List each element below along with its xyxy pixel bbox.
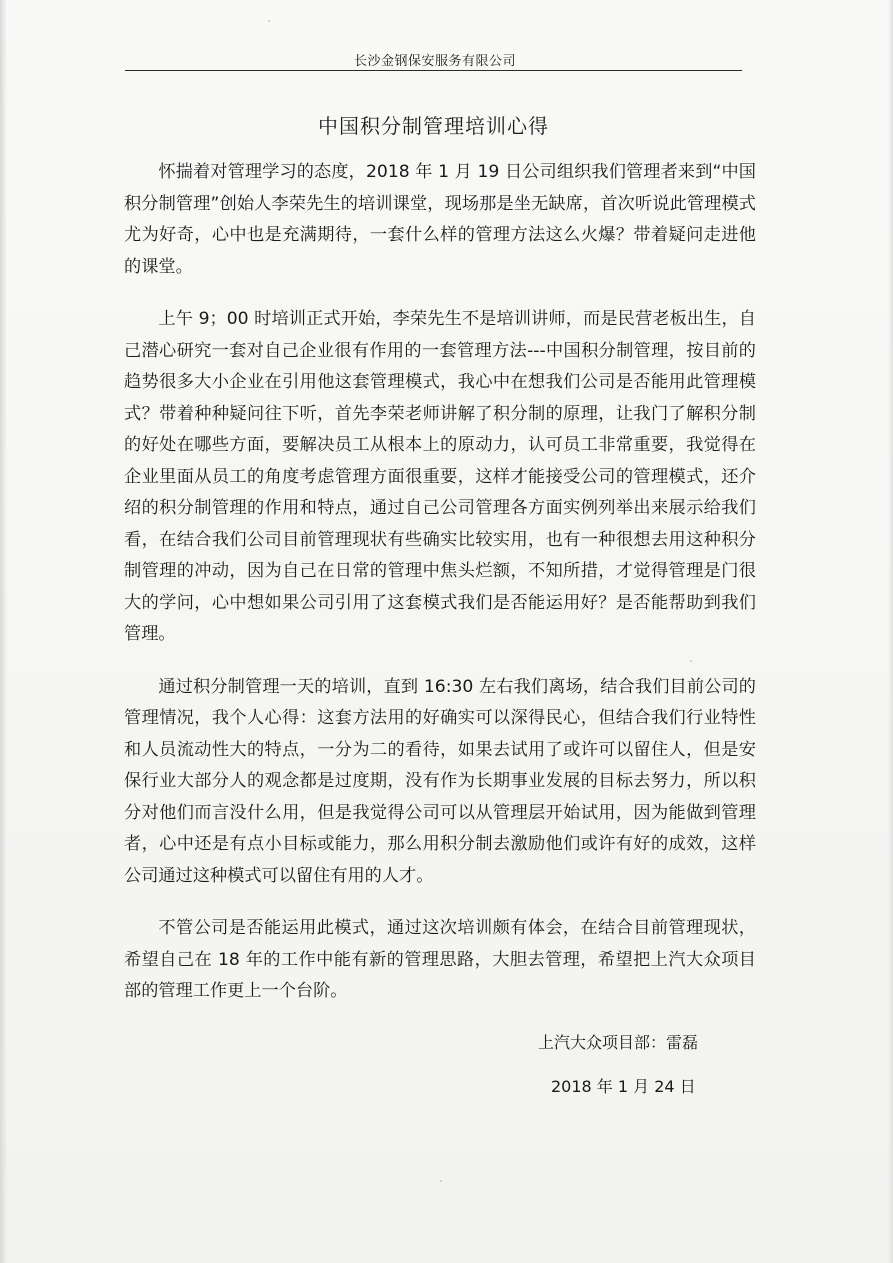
scan-speck bbox=[690, 660, 692, 662]
document-body bbox=[124, 157, 756, 1029]
paragraph-4: 不管公司是否能运用此模式，通过这次培训颇有体会，在结合目前管理现状，希望自己在 18 年的工作中能有新的管理思路，大胆去管理，希望把上汽大众项目部的管理工作更上一个台阶。 bbox=[124, 918, 756, 1001]
scan-edge-right bbox=[888, 0, 893, 1263]
document-title: 中国积分制管理培训心得 bbox=[318, 114, 549, 138]
scan-speck bbox=[440, 1180, 442, 1182]
header-company-name: 长沙金钢保安服务有限公司 bbox=[353, 54, 516, 69]
signature: 上汽大众项目部：雷磊 bbox=[538, 1033, 699, 1052]
paragraph-3: 通过积分制管理一天的培训，直到 16:30 左右我们离场，结合我们目前公司的管理情况，我个人心得：这套方法用的好确实可以深得民心，但结合我们行业特性和人员流动性大的特点，一分为二的看待，如果去试用了或许可以留住人，但是安保行业大部分人的观念都是过度期，没有作为长期事业发展的目标去努力，所以积分对他们而言没什么用，但是我觉得公司可以从管理层开始试用，因为能做到管理者，心中还是有点小目标或能力，那么用积分制去激励他们或许有好的成效，这样公司通过这种模式可以留住有用的人才。 bbox=[124, 676, 756, 886]
scan-speck bbox=[268, 20, 270, 22]
paragraph-2: 上午 9；00 时培训正式开始，李荣先生不是培训讲师，而是民营老板出生，自己潜心研究一套对自己企业很有作用的一套管理方法---中国积分制管理，按目前的趋势很多大小企业在引用他这套管理模式，我心中在想我们公司是否能用此管理模式？带着种种疑问往下听，首先李荣老师讲解了积分制的原理，让我门了解积分制的好处在哪些方面，要解决员工从根本上的原动力，认可员工非常重要，我觉得在企业里面从员工的角度考虑管理方面很重要，这样才能接受公司的管理模式，还介绍的积分制管理的作用和特点，通过自己公司管理各方面实例列举出来展示给我们看，在结合我们公司目前管理现状有些确实比较实用，也有一种很想去用这种积分制管理的冲动，因为自己在日常的管理中焦头烂额，不知所措，才觉得管理是门很大的学问，心中想如果公司引用了这套模式我们是否能运用好？是否能帮助到我们管理。 bbox=[124, 309, 756, 644]
header-divider bbox=[125, 70, 742, 71]
document-date: 2018 年 1 月 24 日 bbox=[551, 1077, 696, 1096]
scan-edge-left bbox=[0, 0, 7, 1263]
paragraph-1: 怀揣着对管理学习的态度，2018 年 1 月 19 日公司组织我们管理者来到“中国积分制管理”创始人李荣先生的培训课堂，现场那是坐无缺席，首次听说此管理模式尤为好奇，心中也是充满期待，一套什么样的管理方法这么火爆？带着疑问走进他的课堂。 bbox=[124, 162, 756, 277]
